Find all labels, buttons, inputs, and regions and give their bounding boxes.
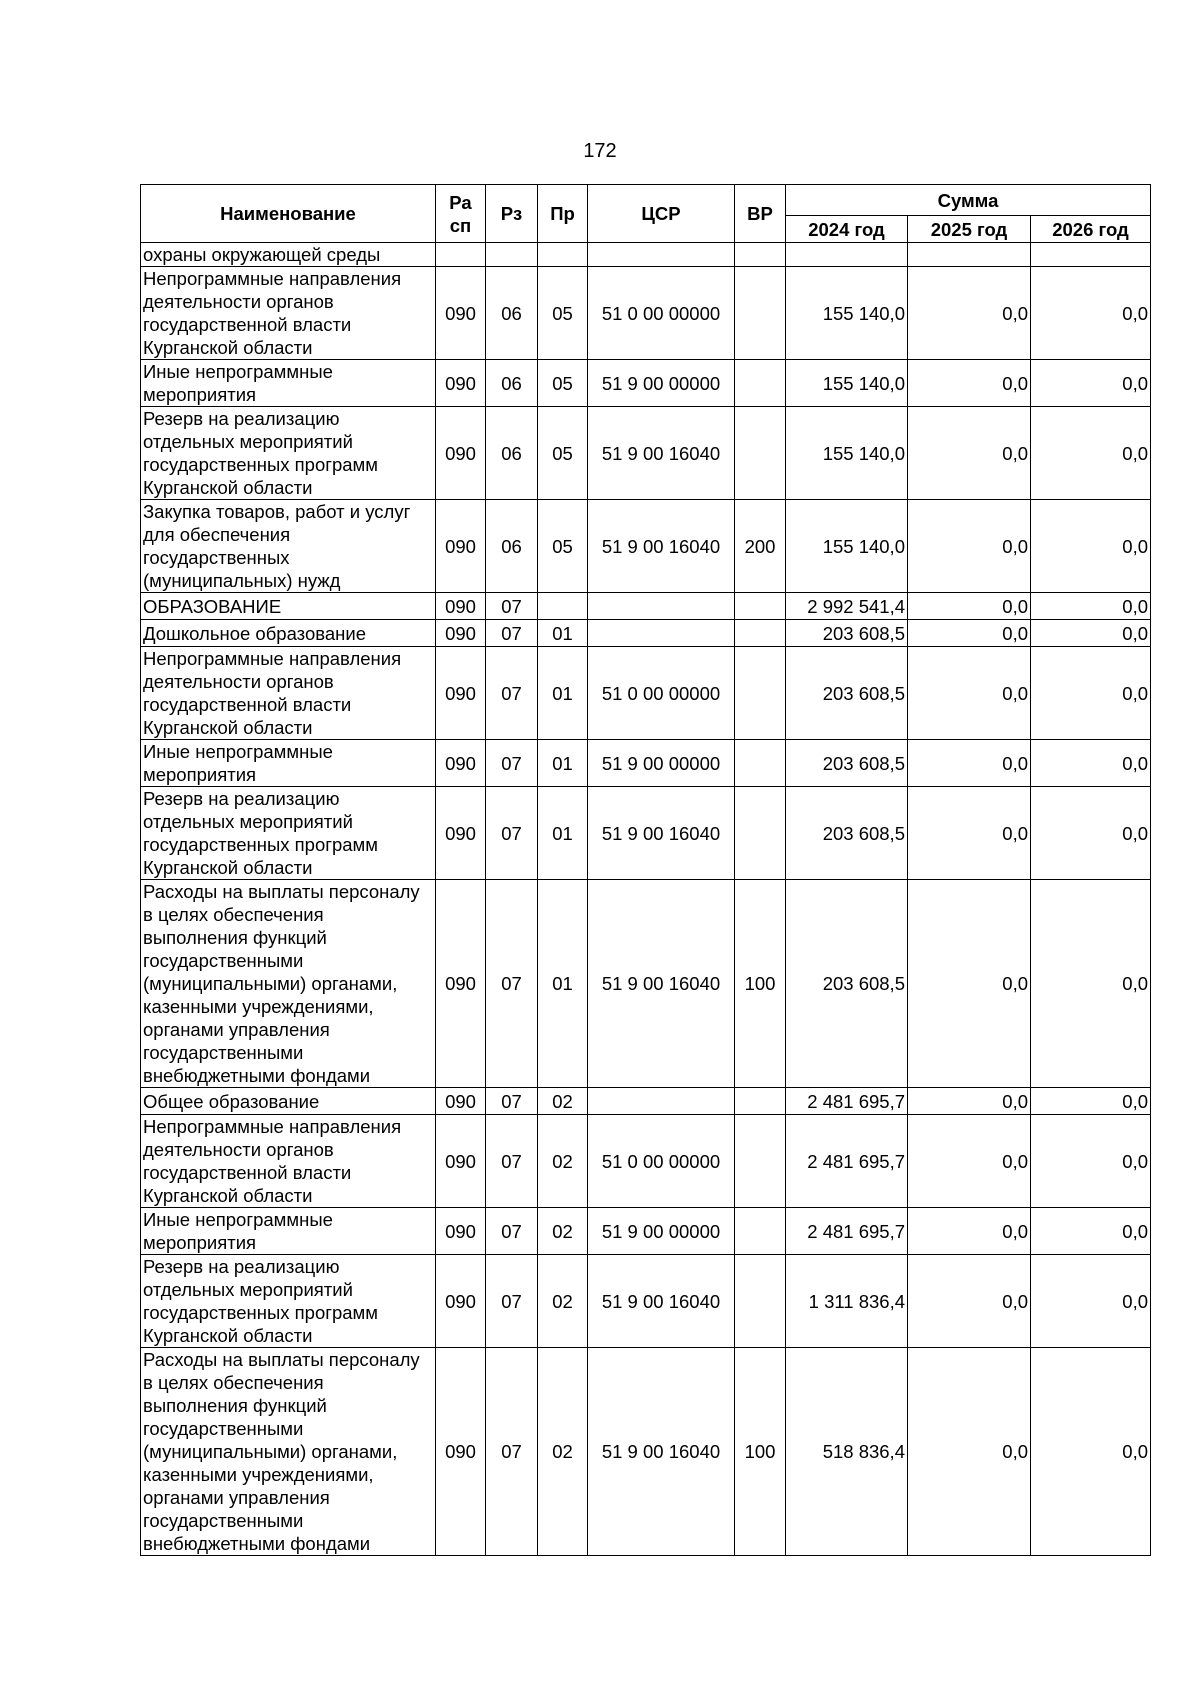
cell-csr: 51 9 00 16040 [588, 1255, 735, 1348]
cell-2025 [908, 243, 1031, 267]
cell-csr: 51 9 00 00000 [588, 740, 735, 787]
cell-2024: 203 608,5 [786, 620, 908, 647]
cell-2024: 2 481 695,7 [786, 1088, 908, 1115]
cell-2025: 0,0 [908, 500, 1031, 593]
cell-csr [588, 620, 735, 647]
cell-2026: 0,0 [1031, 740, 1151, 787]
cell-pr [538, 593, 588, 620]
cell-rz: 07 [486, 647, 538, 740]
table-row [141, 1348, 1151, 1556]
cell-csr: 51 9 00 16040 [588, 407, 735, 500]
cell-rasp: 090 [436, 1255, 486, 1348]
cell-csr: 51 9 00 16040 [588, 880, 735, 1088]
cell-pr: 01 [538, 787, 588, 880]
cell-name: Иные непрограммные мероприятия [141, 1208, 436, 1255]
budget-table [140, 184, 1151, 1556]
table-row [141, 647, 1151, 740]
cell-2025: 0,0 [908, 1208, 1031, 1255]
cell-csr [588, 243, 735, 267]
table-row [141, 1088, 1151, 1115]
cell-vr [735, 740, 786, 787]
cell-2025: 0,0 [908, 593, 1031, 620]
cell-2026: 0,0 [1031, 500, 1151, 593]
cell-name: Непрограммные направления деятельности органов государственной власти Курганской области [141, 647, 436, 740]
cell-vr [735, 1255, 786, 1348]
cell-2024: 203 608,5 [786, 647, 908, 740]
table-row [141, 1255, 1151, 1348]
cell-name: Общее образование [141, 1088, 436, 1115]
header-sum: Сумма [786, 185, 1151, 216]
cell-rasp: 090 [436, 267, 486, 360]
cell-pr: 01 [538, 647, 588, 740]
header-pr: Пр [538, 185, 588, 243]
cell-rasp [436, 243, 486, 267]
cell-vr [735, 647, 786, 740]
cell-2024: 155 140,0 [786, 267, 908, 360]
cell-2026: 0,0 [1031, 647, 1151, 740]
page-number: 172 [583, 140, 617, 162]
cell-pr: 02 [538, 1255, 588, 1348]
cell-rz: 06 [486, 407, 538, 500]
cell-rasp: 090 [436, 593, 486, 620]
cell-vr: 100 [735, 1348, 786, 1556]
table-row [141, 500, 1151, 593]
cell-csr: 51 9 00 00000 [588, 360, 735, 407]
table-row [141, 787, 1151, 880]
cell-2025: 0,0 [908, 1255, 1031, 1348]
cell-2026: 0,0 [1031, 620, 1151, 647]
cell-name: Непрограммные направления деятельности органов государственной власти Курганской области [141, 1115, 436, 1208]
cell-rasp: 090 [436, 360, 486, 407]
cell-rasp: 090 [436, 620, 486, 647]
cell-rz: 07 [486, 1348, 538, 1556]
cell-pr: 05 [538, 407, 588, 500]
table-row [141, 243, 1151, 267]
cell-2026: 0,0 [1031, 1348, 1151, 1556]
cell-rasp: 090 [436, 500, 486, 593]
cell-2026: 0,0 [1031, 787, 1151, 880]
cell-name: Иные непрограммные мероприятия [141, 740, 436, 787]
header-name: Наименование [141, 185, 436, 243]
cell-2024: 2 481 695,7 [786, 1115, 908, 1208]
cell-pr [538, 243, 588, 267]
table-row [141, 740, 1151, 787]
header-vr: ВР [735, 185, 786, 243]
cell-2026: 0,0 [1031, 1088, 1151, 1115]
cell-rz [486, 243, 538, 267]
cell-2026 [1031, 243, 1151, 267]
cell-2024 [786, 243, 908, 267]
cell-name: Дошкольное образование [141, 620, 436, 647]
cell-2026: 0,0 [1031, 1208, 1151, 1255]
table-row [141, 407, 1151, 500]
cell-vr [735, 620, 786, 647]
cell-csr [588, 1088, 735, 1115]
cell-rasp: 090 [436, 1348, 486, 1556]
table-row [141, 620, 1151, 647]
cell-csr [588, 593, 735, 620]
cell-2025: 0,0 [908, 360, 1031, 407]
cell-name: Резерв на реализацию отдельных мероприятий государственных программ Курганской области [141, 407, 436, 500]
header-rz: Рз [486, 185, 538, 243]
cell-2024: 203 608,5 [786, 787, 908, 880]
cell-2025: 0,0 [908, 787, 1031, 880]
cell-rz: 07 [486, 1115, 538, 1208]
cell-2024: 518 836,4 [786, 1348, 908, 1556]
cell-name: Непрограммные направления деятельности органов государственной власти Курганской области [141, 267, 436, 360]
header-rasp: Ра сп [436, 185, 486, 243]
table-row [141, 593, 1151, 620]
cell-2024: 2 992 541,4 [786, 593, 908, 620]
header-year-2026: 2026 год [1031, 216, 1151, 243]
cell-2025: 0,0 [908, 620, 1031, 647]
cell-2024: 155 140,0 [786, 407, 908, 500]
cell-name: Закупка товаров, работ и услуг для обеспечения государственных (муниципальных) нужд [141, 500, 436, 593]
cell-vr [735, 360, 786, 407]
table-body [141, 243, 1151, 1556]
table-row [141, 360, 1151, 407]
cell-csr: 51 9 00 16040 [588, 787, 735, 880]
cell-pr: 02 [538, 1115, 588, 1208]
cell-rz: 07 [486, 1208, 538, 1255]
cell-csr: 51 0 00 00000 [588, 647, 735, 740]
cell-pr: 01 [538, 620, 588, 647]
cell-rasp: 090 [436, 1115, 486, 1208]
cell-csr: 51 0 00 00000 [588, 1115, 735, 1208]
table-row [141, 267, 1151, 360]
cell-rz: 06 [486, 267, 538, 360]
cell-rz: 07 [486, 593, 538, 620]
cell-2026: 0,0 [1031, 267, 1151, 360]
cell-pr: 01 [538, 740, 588, 787]
table-row [141, 1115, 1151, 1208]
cell-2025: 0,0 [908, 407, 1031, 500]
cell-pr: 05 [538, 360, 588, 407]
cell-rasp: 090 [436, 880, 486, 1088]
cell-2024: 203 608,5 [786, 740, 908, 787]
cell-rz: 07 [486, 880, 538, 1088]
cell-pr: 05 [538, 267, 588, 360]
cell-2026: 0,0 [1031, 1255, 1151, 1348]
cell-2026: 0,0 [1031, 360, 1151, 407]
cell-csr: 51 0 00 00000 [588, 267, 735, 360]
cell-vr [735, 593, 786, 620]
cell-rasp: 090 [436, 740, 486, 787]
cell-2025: 0,0 [908, 267, 1031, 360]
cell-2024: 1 311 836,4 [786, 1255, 908, 1348]
cell-name: Расходы на выплаты персоналу в целях обеспечения выполнения функций государственными (муниципальными) органами, казенными учреждениями, органами управления государственными внебюджетными фондами [141, 880, 436, 1088]
table-header [141, 185, 1151, 243]
cell-rasp: 090 [436, 407, 486, 500]
cell-2026: 0,0 [1031, 593, 1151, 620]
cell-rasp: 090 [436, 647, 486, 740]
cell-name: Иные непрограммные мероприятия [141, 360, 436, 407]
header-year-2025: 2025 год [908, 216, 1031, 243]
cell-pr: 05 [538, 500, 588, 593]
cell-vr: 200 [735, 500, 786, 593]
cell-pr: 02 [538, 1348, 588, 1556]
cell-2025: 0,0 [908, 647, 1031, 740]
table-row [141, 880, 1151, 1088]
header-csr: ЦСР [588, 185, 735, 243]
cell-2024: 2 481 695,7 [786, 1208, 908, 1255]
cell-2025: 0,0 [908, 880, 1031, 1088]
cell-2025: 0,0 [908, 1115, 1031, 1208]
cell-name: Резерв на реализацию отдельных мероприятий государственных программ Курганской области [141, 787, 436, 880]
cell-rz: 06 [486, 360, 538, 407]
cell-pr: 02 [538, 1088, 588, 1115]
cell-2025: 0,0 [908, 740, 1031, 787]
cell-rz: 07 [486, 1255, 538, 1348]
cell-vr [735, 243, 786, 267]
cell-vr [735, 1088, 786, 1115]
header-year-2024: 2024 год [786, 216, 908, 243]
cell-rz: 06 [486, 500, 538, 593]
cell-vr: 100 [735, 880, 786, 1088]
cell-pr: 02 [538, 1208, 588, 1255]
cell-2024: 155 140,0 [786, 500, 908, 593]
cell-rz: 07 [486, 740, 538, 787]
cell-vr [735, 1115, 786, 1208]
cell-vr [735, 787, 786, 880]
cell-2026: 0,0 [1031, 407, 1151, 500]
cell-2026: 0,0 [1031, 880, 1151, 1088]
cell-vr [735, 1208, 786, 1255]
cell-2024: 155 140,0 [786, 360, 908, 407]
cell-name: охраны окружающей среды [141, 243, 436, 267]
cell-2026: 0,0 [1031, 1115, 1151, 1208]
cell-csr: 51 9 00 16040 [588, 1348, 735, 1556]
cell-name: Расходы на выплаты персоналу в целях обеспечения выполнения функций государственными (муниципальными) органами, казенными учреждениями, органами управления государственными внебюджетными фондами [141, 1348, 436, 1556]
cell-2025: 0,0 [908, 1348, 1031, 1556]
cell-rasp: 090 [436, 1088, 486, 1115]
cell-rasp: 090 [436, 1208, 486, 1255]
cell-rz: 07 [486, 1088, 538, 1115]
cell-2024: 203 608,5 [786, 880, 908, 1088]
cell-rz: 07 [486, 620, 538, 647]
table-row [141, 1208, 1151, 1255]
cell-2025: 0,0 [908, 1088, 1031, 1115]
cell-rz: 07 [486, 787, 538, 880]
cell-csr: 51 9 00 00000 [588, 1208, 735, 1255]
cell-vr [735, 267, 786, 360]
cell-csr: 51 9 00 16040 [588, 500, 735, 593]
cell-name: Резерв на реализацию отдельных мероприятий государственных программ Курганской области [141, 1255, 436, 1348]
cell-pr: 01 [538, 880, 588, 1088]
cell-rasp: 090 [436, 787, 486, 880]
cell-vr [735, 407, 786, 500]
cell-name: ОБРАЗОВАНИЕ [141, 593, 436, 620]
